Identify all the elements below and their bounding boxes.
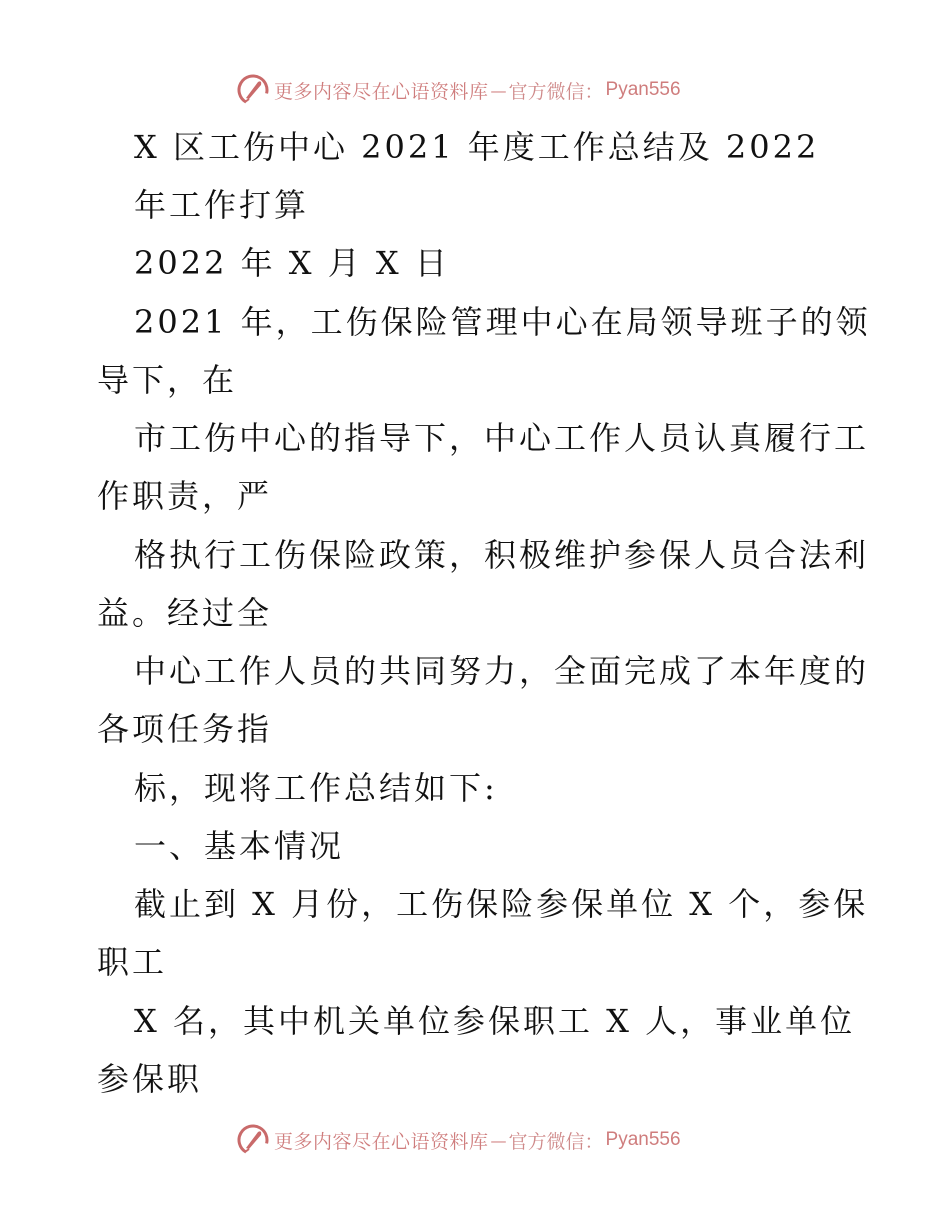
paragraph-line: 格执行工伤保险政策，积极维护参保人员合法利	[134, 536, 870, 574]
watermark-separator: —	[490, 1130, 507, 1150]
watermark-separator: —	[490, 80, 507, 100]
paragraph-line: 2021 年，工伤保险管理中心在局领导班子的领	[134, 303, 871, 341]
paragraph-line: 益。经过全	[97, 594, 273, 632]
section-heading: 一、基本情况	[134, 827, 345, 865]
paragraph-line: X 名，其中机关单位参保职工 X 人，事业单位	[134, 1002, 856, 1040]
paragraph-line: 职工	[97, 943, 168, 981]
paragraph-line: 参保职	[97, 1060, 203, 1098]
document-title-line-1: X 区工伤中心 2021 年度工作总结及 2022	[134, 128, 820, 166]
watermark-text: 更多内容尽在心语资料库	[274, 80, 489, 103]
document-date: 2022 年 X 月 X 日	[134, 244, 450, 282]
watermark-wechat-id: Pyan556	[605, 79, 681, 100]
top-watermark-banner	[236, 72, 756, 108]
watermark-label: 官方微信：	[508, 1130, 604, 1153]
quill-pen-logo-icon	[236, 1123, 270, 1157]
paragraph-line: 中心工作人员的共同努力，全面完成了本年度的	[134, 652, 870, 690]
quill-pen-logo-icon	[236, 73, 270, 107]
paragraph-line: 作职责，严	[97, 477, 273, 515]
document-title-line-2: 年工作打算	[134, 186, 310, 224]
paragraph-line: 标，现将工作总结如下:	[134, 769, 498, 807]
watermark-text: 更多内容尽在心语资料库	[274, 1130, 489, 1153]
bottom-watermark-banner	[236, 1122, 756, 1158]
paragraph-line: 各项任务指	[97, 710, 273, 748]
paragraph-line: 导下，在	[97, 361, 238, 399]
paragraph-line: 截止到 X 月份，工伤保险参保单位 X 个，参保	[134, 885, 869, 923]
watermark-wechat-id: Pyan556	[605, 1129, 681, 1150]
watermark-label: 官方微信：	[508, 80, 604, 103]
paragraph-line: 市工伤中心的指导下，中心工作人员认真履行工	[134, 419, 870, 457]
